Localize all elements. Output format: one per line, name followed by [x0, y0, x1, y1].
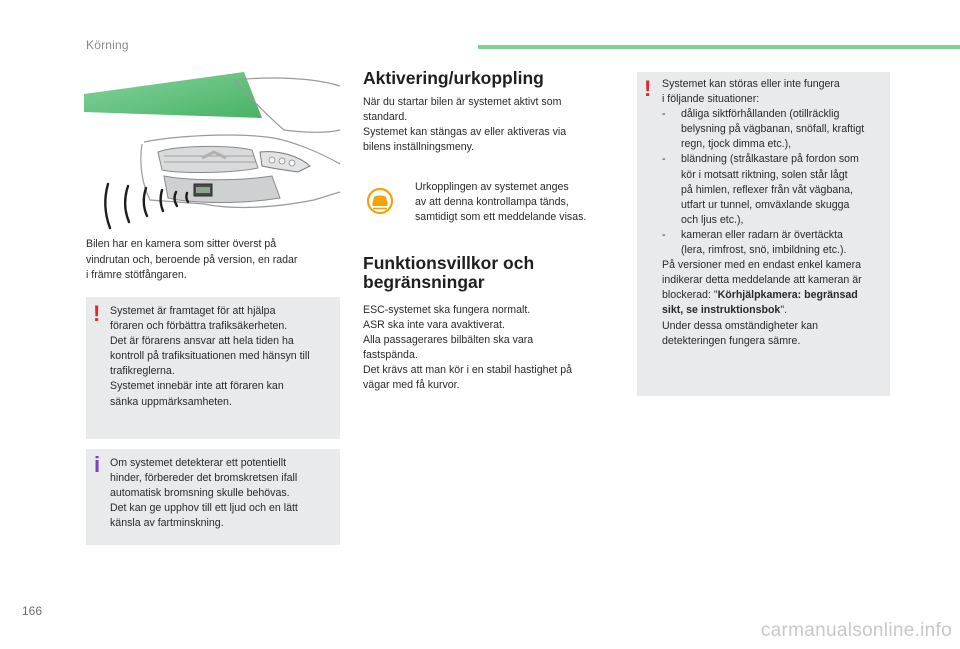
page-number: 166 — [22, 604, 43, 618]
collision-warning-indicator-icon — [366, 187, 394, 215]
list-item: - kameran eller radarn är övertäckta (lera, rimfrost, snö, imbildning etc.). — [662, 228, 847, 257]
message-text: Körhjälpkamera: begränsad — [717, 289, 858, 302]
list-item: - dåliga siktförhållanden (otillräcklig belysning på vägbanan, snöfall, kraftigt regn, tjock dimma etc.), — [662, 108, 865, 151]
watermark: carmanualsonline.info — [760, 620, 952, 641]
activation-text: När du startar bilen är systemet aktivt som standard. Systemet kan stängas av eller aktiveras via bilens inställningsmeny. — [363, 96, 567, 154]
section-label: Körning — [86, 38, 129, 52]
info-box-braking: i Om systemet detekterar ett potentiellt hinder, förbereder det bromskretsen ifall automatisk bromsning skulle behövas. Det kan ge upphov till ett ljud och en lätt känsla av fartminskning. — [86, 449, 340, 545]
car-front-camera-illustration — [84, 72, 340, 234]
heading-conditions: Funktionsvillkor och begränsningar — [363, 253, 535, 292]
warning-box-limitations: ! Systemet kan störas eller inte fungera i följande situationer: - dåliga siktförhållanden (otillräcklig belysning på vägbanan, snöfall, kraftigt regn, tjock dimma etc.), - bländning (strålkastare på fordon som kör i motsatt riktning, solen står lågt på himlen, reflexer från våt vägbana, utfart ur tunnel, omväxlande skugga och ljus etc.), - kameran eller radarn är övertäckta (lera, rimfrost, snö, imbildning etc.). På versioner med en endast enkel kamera indikerar detta meddelande att kameran är blockerad: "Körhjälpkamera: begränsad sikt, se instruktionsbok". Under dessa omständigheter kan detekteringen fungera sämre. — [637, 72, 890, 396]
list-item: - bländning (strålkastare på fordon som kör i motsatt riktning, solen står lågt på himlen, reflexer från våt vägbana, utfart ur tunnel, omväxlande skugga och ljus etc.), — [662, 153, 859, 226]
camera-beam — [84, 72, 262, 118]
conditions-text: ESC-systemet ska fungera normalt. ASR ska inte vara avaktiverat. Alla passagerares bilbälten ska vara fastspända. Det krävs att man kör i en stabil hastighet på vägar med få kurvor. — [363, 304, 573, 392]
info-icon: i — [94, 452, 101, 477]
warning-exclamation-icon: ! — [644, 76, 652, 101]
section-accent-bar — [478, 45, 960, 49]
figure-caption: Bilen har en kamera som sitter överst på vindrutan och, beroende på version, en radar i främre stötfångaren. — [86, 238, 298, 281]
message-text: sikt, se instruktionsbok — [662, 304, 781, 317]
warning-box-responsibility: ! Systemet är framtaget för att hjälpa föraren och förbättra trafiksäkerheten. Det är förarens ansvar att hela tiden ha kontroll på trafiksituationen med hänsyn till trafikreglerna. Systemet innebär inte att föraren kan sänka uppmärksamheten. — [86, 297, 340, 439]
indicator-text: Urkopplingen av systemet anges av att denna kontrollampa tänds, samtidigt som ett meddelande visas. — [415, 181, 587, 224]
warning-exclamation-icon: ! — [93, 301, 101, 326]
heading-activation: Aktivering/urkoppling — [363, 68, 544, 88]
